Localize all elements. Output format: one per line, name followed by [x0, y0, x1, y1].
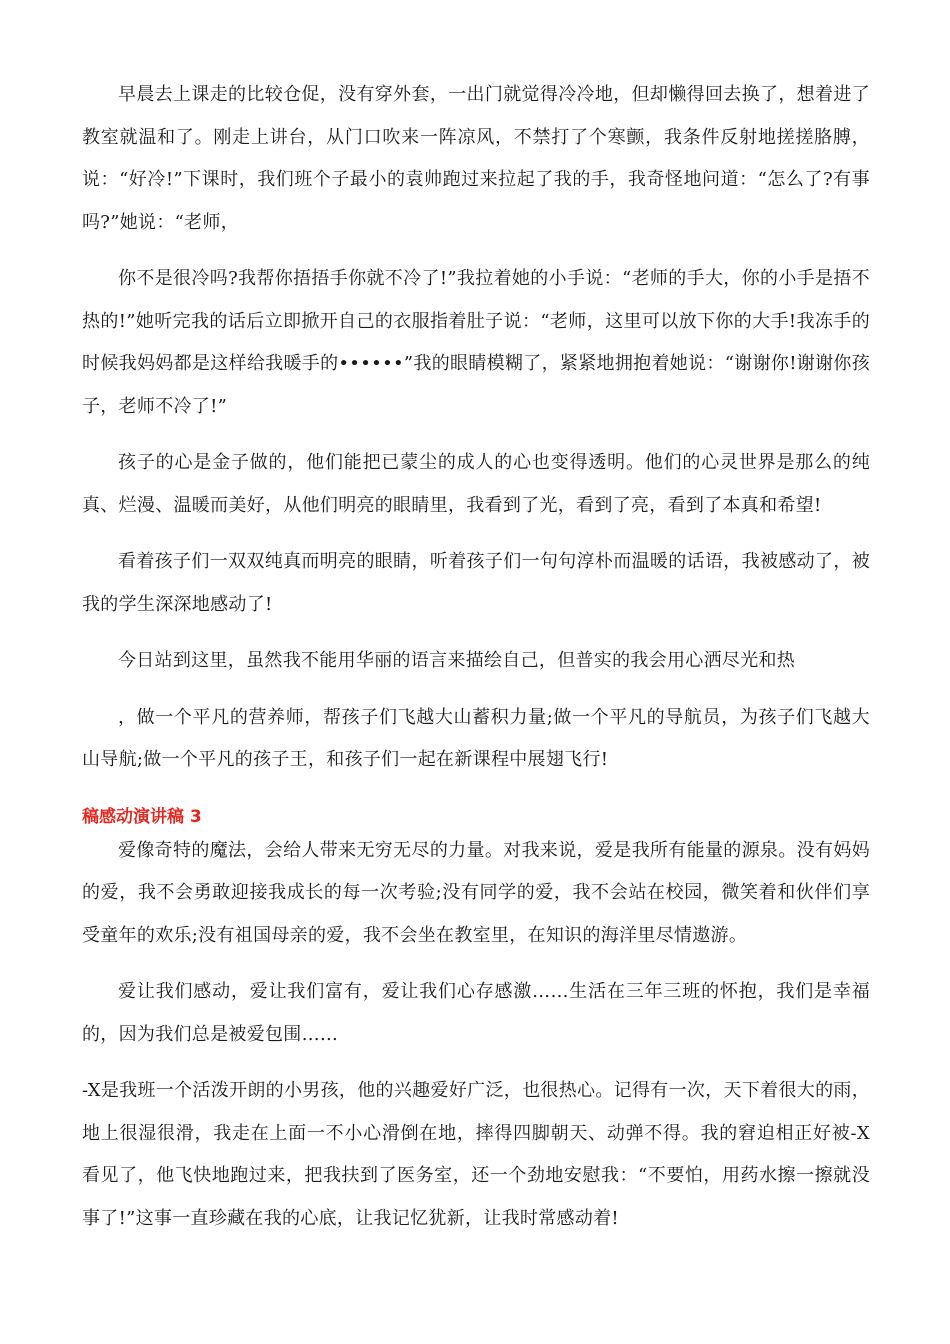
paragraph-love-moves-us: 爱让我们感动，爱让我们富有，爱让我们心存感激……生活在三年三班的怀抱，我们是幸福的，因为我们总是被爱包围……: [82, 981, 870, 1045]
paragraph-moved: 看着孩子们一双双纯真而明亮的眼睛，听着孩子们一句句淳朴而温暖的话语，我被感动了，被我的学生深深地感动了!: [82, 551, 870, 615]
paragraph-ordinary-roles: ，做一个平凡的营养师，帮孩子们飞越大山蓄积力量;做一个平凡的导航员，为孩子们飞越大山导航;做一个平凡的孩子王，和孩子们一起在新课程中展翅飞行!: [82, 706, 870, 770]
section-heading: 稿感动演讲稿 3: [82, 806, 202, 827]
paragraph-golden-heart: 孩子的心是金子做的，他们能把已蒙尘的成人的心也变得透明。他们的心灵世界是那么的纯真、烂漫、温暖而美好，从他们明亮的眼睛里，我看到了光，看到了亮，看到了本真和希望!: [82, 452, 870, 516]
paragraph-warm-hands: 你不是很冷吗?我帮你捂捂手你就不冷了!”我拉着她的小手说：“老师的手大，你的小手是捂不热的!”她听完我的话后立即掀开自己的衣服指着肚子说：“老师，这里可以放下你的大手!我冻手的时候我妈妈都是这样给我暖手的••••••”我的眼睛模糊了，紧紧地拥抱着她说：“谢谢你!谢谢你孩子，老师不冷了!”: [82, 268, 870, 417]
paragraph-love-magic: 爱像奇特的魔法，会给人带来无穷无尽的力量。对我来说，爱是我所有能量的源泉。没有妈妈的爱，我不会勇敢迎接我成长的每一次考验;没有同学的爱，我不会站在校园，微笑着和伙伴们享受童年的欢乐;没有祖国母亲的爱，我不会坐在教室里，在知识的海洋里尽情遨游。: [82, 839, 870, 946]
document-body: [82, 74, 870, 1240]
paragraph-classmate-story: -X是我班一个活泼开朗的小男孩，他的兴趣爱好广泛，也很热心。记得有一次，天下着很大的雨，地上很湿很滑，我走在上面一不小心滑倒在地，摔得四脚朝天、动弹不得。我的窘迫相正好被-X看见了，他飞快地跑过来，把我扶到了医务室，还一个劲地安慰我：“不要怕，用药水擦一擦就没事了!”这事一直珍藏在我的心底，让我记忆犹新，让我时常感动着!: [82, 1080, 870, 1229]
paragraph-morning-class: 早晨去上课走的比较仓促，没有穿外套，一出门就觉得冷冷地，但却懒得回去换了，想着进了教室就温和了。刚走上讲台，从门口吹来一阵凉风，不禁打了个寒颤，我条件反射地搓搓胳膊，说：“好冷!”下课时，我们班个子最小的袁帅跑过来拉起了我的手，我奇怪地问道：“怎么了?有事吗?”她说：“老师，: [82, 84, 870, 233]
paragraph-standing-here: 今日站到这里，虽然我不能用华丽的语言来描绘自己，但普实的我会用心洒尽光和热: [118, 650, 796, 671]
